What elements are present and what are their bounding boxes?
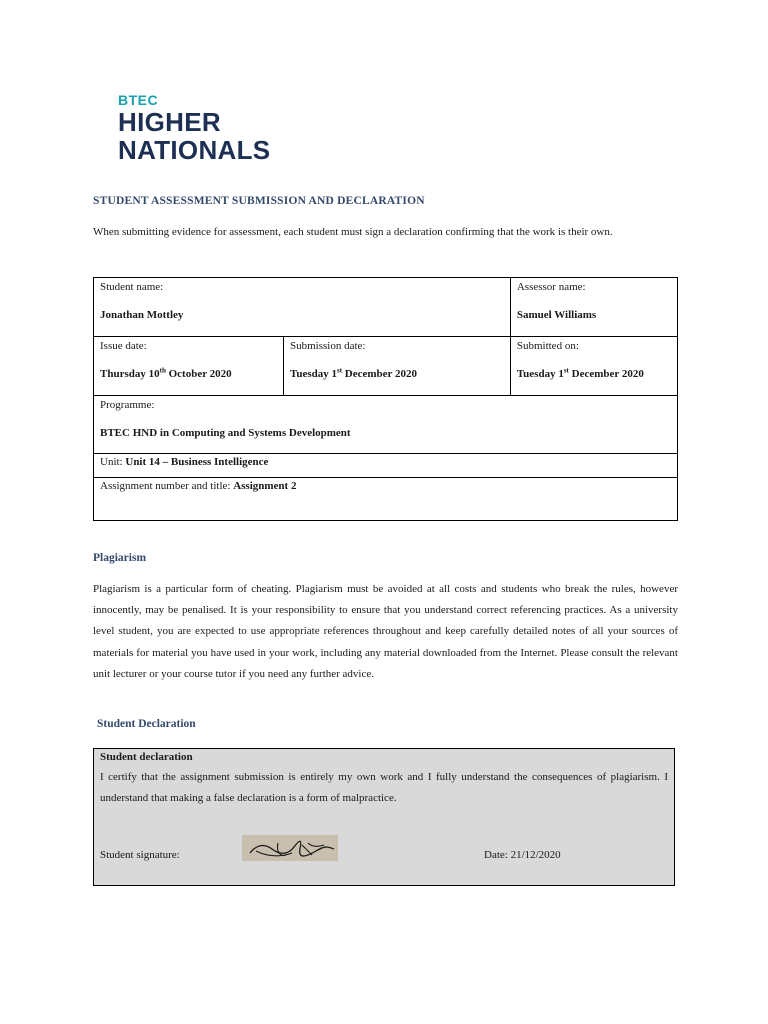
issue-date-cell	[94, 337, 284, 396]
programme-label: Programme:	[100, 399, 155, 411]
assignment-cell	[94, 478, 678, 521]
unit-value: Unit 14 – Business Intelligence	[125, 456, 269, 468]
submitted-on-cell	[510, 337, 677, 396]
issue-date-value: Thursday 10th October 2020	[100, 366, 232, 380]
page-title: STUDENT ASSESSMENT SUBMISSION AND DECLARATION	[93, 195, 425, 207]
assessor-name-label: Assessor name:	[516, 281, 586, 293]
signature-label: Student signature:	[100, 849, 180, 861]
assignment-label: Assignment number and title:	[100, 480, 234, 492]
plagiarism-heading: Plagiarism	[93, 552, 147, 564]
declaration-text: I certify that the assignment submission is entirely my own work and I fully understand the consequences of plagiarism. I understand that making a false declaration is a form of malpractice.	[100, 771, 668, 804]
submission-date-value: Tuesday 1st December 2020	[290, 366, 417, 380]
assignment-value: Assignment 2	[233, 480, 297, 492]
student-name-cell	[94, 278, 511, 337]
programme-cell	[94, 396, 678, 454]
programme-value: BTEC HND in Computing and Systems Development	[100, 427, 351, 439]
student-name-label: Student name:	[100, 281, 164, 293]
declaration-box-title: Student declaration	[100, 751, 193, 763]
student-name-value: Jonathan Mottley	[100, 309, 184, 321]
assessor-name-value: Samuel Williams	[516, 309, 597, 321]
submitted-on-label: Submitted on:	[516, 340, 579, 352]
unit-label: Unit:	[100, 456, 126, 468]
issue-date-label: Issue date:	[100, 340, 147, 352]
logo-nationals: NATIONALS	[118, 135, 271, 165]
intro-text: When submitting evidence for assessment, each student must sign a declaration confirming that the work is their own.	[93, 226, 613, 238]
unit-cell	[94, 454, 678, 478]
declaration-heading: Student Declaration	[97, 718, 196, 730]
logo-btec: BTEC	[118, 92, 159, 108]
submission-details-table	[93, 277, 678, 521]
logo-higher: HIGHER	[118, 107, 221, 137]
declaration-box	[93, 748, 675, 886]
btec-logo	[118, 92, 270, 164]
assessor-name-cell	[510, 278, 677, 337]
declaration-date: Date: 21/12/2020	[484, 849, 561, 861]
submission-date-label: Submission date:	[290, 340, 366, 352]
submitted-on-value: Tuesday 1st December 2020	[516, 366, 644, 380]
signature-image	[242, 835, 338, 861]
plagiarism-text: Plagiarism is a particular form of cheating. Plagiarism must be avoided at all costs and students who break the rules, however innocently, may be penalised. It is your responsibility to ensure that you understand correct referencing practices. As a university level student, you are expected to use appropriate references throughout and keep carefully detailed notes of all your sources of materials for material you have used in your work, including any material downloaded from the Internet. Please consult the relevant unit lecturer or your course tutor if you need any further advice.	[93, 583, 678, 680]
submission-date-cell	[284, 337, 511, 396]
